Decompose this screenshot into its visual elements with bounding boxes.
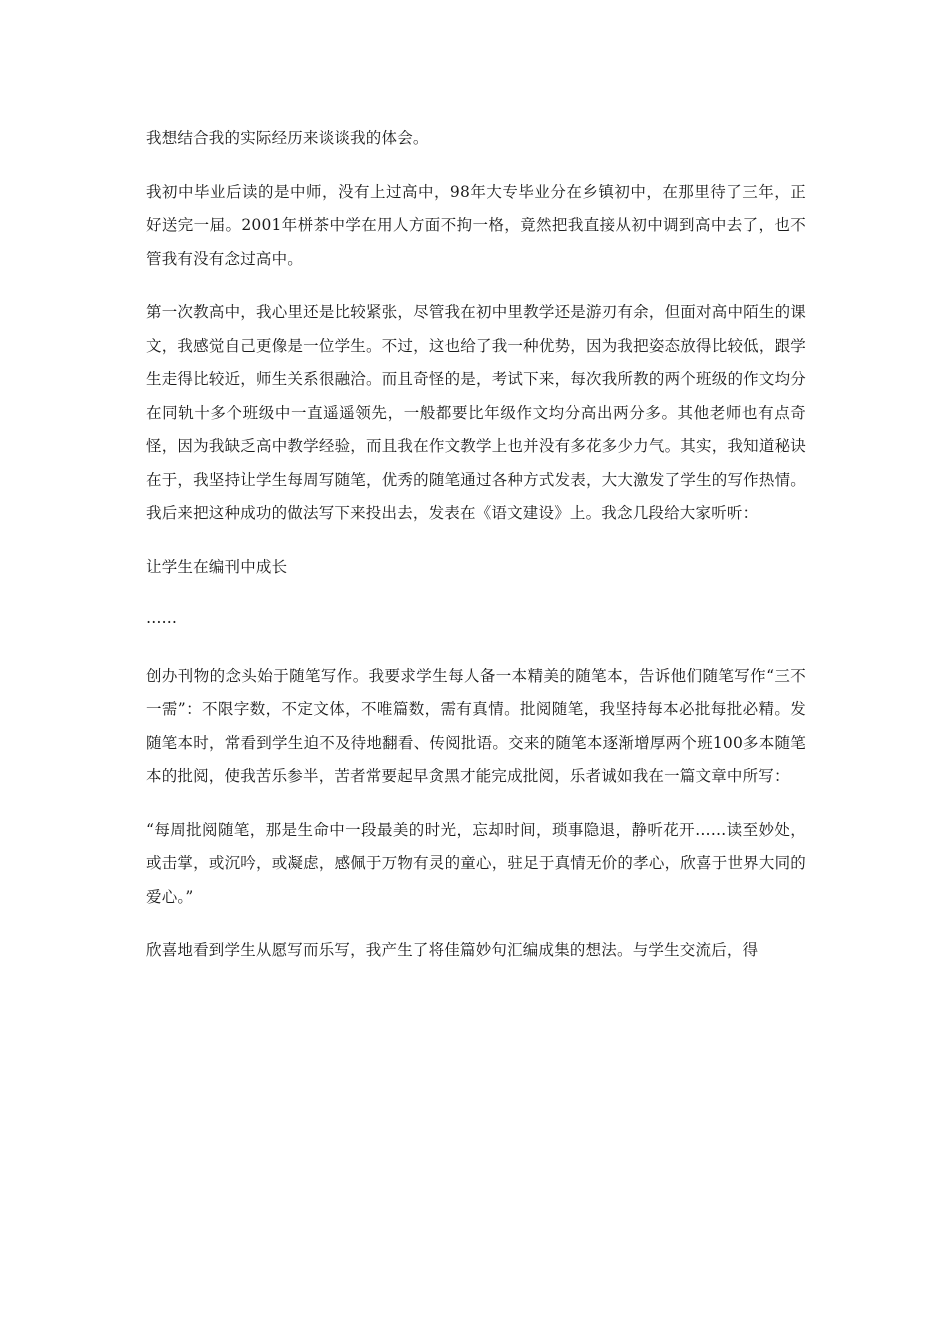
- article-title: 让学生在编刊中成长: [146, 557, 288, 576]
- ellipsis-marker: ……: [146, 609, 177, 627]
- paragraph-compilation: 欣喜地看到学生从愿写而乐写，我产生了将佳篇妙句汇编成集的想法。与学生交流后，得: [146, 941, 759, 959]
- paragraph-journal-origin: 创办刊物的念头始于随笔写作。我要求学生每人备一本精美的随笔本，告诉他们随笔写作“三不一需”：不限字数，不定文体，不唯篇数，需有真情。批阅随笔，我坚持每本必批每批必精。发随笔本时，常看到学生迫不及待地翻看、传阅批语。交来的随笔本逐渐增厚两个班100多本随笔本的批阅，使我苦乐参半，苦者常要起早贪黑才能完成批阅，乐者诚如我在一篇文章中所写：: [146, 666, 806, 785]
- paragraph-quote: “每周批阅随笔，那是生命中一段最美的时光，忘却时间，琐事隐退，静听花开……读至妙处，或击掌，或沉吟，或凝虑，感佩于万物有灵的童心，驻足于真情无价的孝心，欣喜于世界大同的爱心。”: [146, 820, 806, 906]
- paragraph-first-teaching: 第一次教高中，我心里还是比较紧张，尽管我在初中里教学还是游刃有余，但面对高中陌生的课文，我感觉自己更像是一位学生。不过，这也给了我一种优势，因为我把姿态放得比较低，跟学生走得比较近，师生关系很融洽。而且奇怪的是，考试下来，每次我所教的两个班级的作文均分在同轨十多个班级中一直遥遥领先，一般都要比年级作文均分高出两分多。其他老师也有点奇怪，因为我缺乏高中教学经验，而且我在作文教学上也并没有多花多少力气。其实，我知道秘诀在于，我坚持让学生每周写随笔，优秀的随笔通过各种方式发表，大大激发了学生的写作热情。我后来把这种成功的做法写下来投出去，发表在《语文建设》上。我念几段给大家听听：: [146, 303, 806, 522]
- paragraph-background: 我初中毕业后读的是中师，没有上过高中，98年大专毕业分在乡镇初中，在那里待了三年，正好送完一届。2001年栟茶中学在用人方面不拘一格，竟然把我直接从初中调到高中去了，也不管我有没有念过高中。: [146, 182, 806, 268]
- paragraph-intro: 我想结合我的实际经历来谈谈我的体会。: [146, 129, 429, 147]
- document-body: [146, 122, 806, 988]
